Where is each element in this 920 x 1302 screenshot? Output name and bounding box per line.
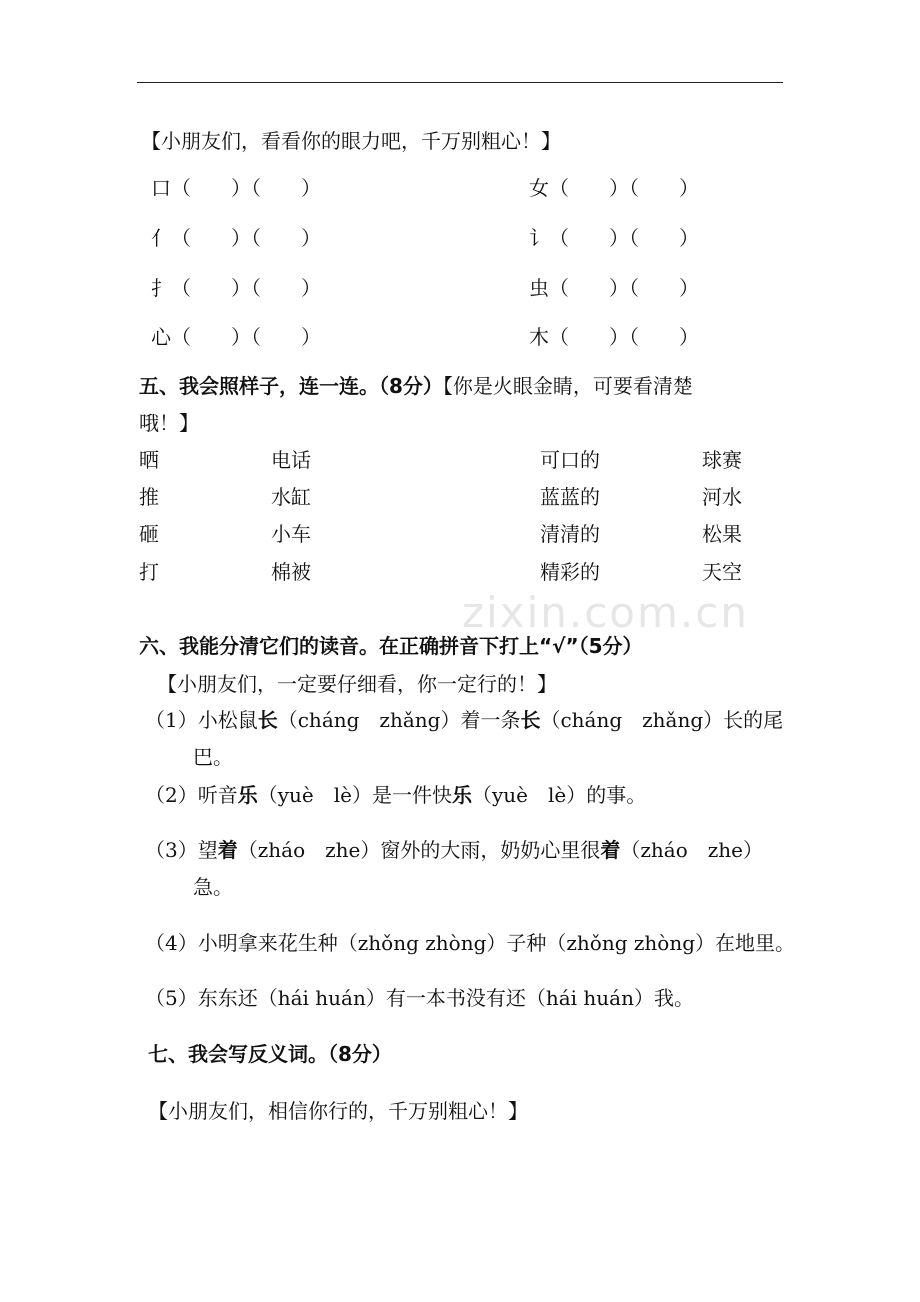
- radical-row-4-left: [151, 327, 321, 347]
- question-text: 望: [197, 838, 218, 862]
- radical: 讠: [529, 226, 549, 250]
- target-char: 乐: [451, 783, 472, 807]
- object-4: 天空: [702, 560, 742, 584]
- question-3: [145, 840, 763, 860]
- radical: 心: [151, 325, 171, 349]
- blank-pair: （ ）（ ）: [171, 176, 321, 200]
- blank-pair: （ ）（ ）: [549, 325, 699, 349]
- section4-hint: 【小朋友们，看看你的眼力吧，千万别粗心！】: [141, 129, 561, 153]
- question-2: [145, 785, 646, 805]
- question-number: （2）: [145, 783, 198, 807]
- adjective-3: 清清的: [540, 522, 600, 546]
- question-number: （1）: [145, 708, 198, 732]
- radical-row-2-right: [529, 228, 699, 248]
- question-text: 的事。: [586, 783, 647, 807]
- section6-title: 六、我能分清它们的读音。在正确拼音下打上“√”（5分）: [139, 634, 643, 658]
- section6-hint: 【小朋友们，一定要仔细看，你一定行的！】: [157, 672, 557, 696]
- pinyin-options[interactable]: （yuè lè）: [257, 783, 372, 807]
- verb-4: 打: [139, 560, 159, 584]
- question-1: [145, 710, 783, 730]
- adjective-4: 精彩的: [540, 560, 600, 584]
- verb-3: 砸: [139, 522, 159, 546]
- adjective-1: 可口的: [540, 448, 600, 472]
- blank-pair: （ ）（ ）: [171, 276, 321, 300]
- radical: 虫: [529, 276, 549, 300]
- target-char: 着: [600, 838, 621, 862]
- radical-row-4-right: [529, 327, 699, 347]
- question-number: （3）: [145, 838, 198, 862]
- noun-3: 小车: [271, 522, 311, 546]
- question-text: 小松鼠: [197, 708, 258, 732]
- blank-pair: （ ）（ ）: [549, 176, 699, 200]
- verb-1: 晒: [139, 448, 159, 472]
- header-rule: [137, 82, 783, 83]
- radical: 口: [151, 176, 171, 200]
- question-text[interactable]: 东东还（hái huán）有一本书没有还（hái huán）我。: [197, 986, 694, 1010]
- radical-row-1-left: [151, 178, 321, 198]
- question-text: 窗外的大雨，奶奶心里很: [380, 838, 601, 862]
- pinyin-options[interactable]: （yuè lè）: [471, 783, 587, 807]
- question-number: （5）: [145, 986, 198, 1010]
- adjective-2: 蓝蓝的: [540, 485, 600, 509]
- blank-pair: （ ）（ ）: [171, 226, 321, 250]
- question-number: （4）: [145, 931, 198, 955]
- radical-row-3-left: [151, 278, 321, 298]
- section5-title: 五、我会照样子，连一连。（8分）: [139, 374, 443, 398]
- noun-2: 水缸: [271, 485, 311, 509]
- noun-1: 电话: [271, 448, 311, 472]
- radical: 木: [529, 325, 549, 349]
- section5-hint-part2: 哦！】: [139, 411, 199, 435]
- blank-pair: （ ）（ ）: [549, 226, 699, 250]
- question-text: 听音: [197, 783, 238, 807]
- noun-4: 棉被: [271, 560, 311, 584]
- question-3-continuation: 急。: [193, 875, 233, 899]
- question-4: [145, 933, 795, 953]
- pinyin-options[interactable]: （cháng zhǎng）: [277, 708, 461, 732]
- target-char: 着: [217, 838, 238, 862]
- section5-hint-part1: 【你是火眼金睛，可要看清楚: [442, 374, 693, 398]
- radical-row-1-right: [529, 178, 699, 198]
- section7-hint: 【小朋友们，相信你行的，千万别粗心！】: [148, 1099, 528, 1123]
- target-char: 乐: [237, 783, 258, 807]
- radical: 女: [529, 176, 549, 200]
- section5-title-line: [139, 376, 693, 396]
- section7-title: 七、我会写反义词。（8分）: [148, 1042, 392, 1066]
- radical-row-3-right: [529, 278, 699, 298]
- question-1-continuation: 巴。: [193, 745, 233, 769]
- target-char: 长: [520, 708, 541, 732]
- radical-row-2-left: [151, 228, 321, 248]
- question-text: 着一条: [460, 708, 521, 732]
- pinyin-options[interactable]: （zháo zhe）: [237, 838, 381, 862]
- question-5: [145, 988, 694, 1008]
- pinyin-options[interactable]: （zháo zhe）: [620, 838, 764, 862]
- question-text: 是一件快: [371, 783, 452, 807]
- question-text[interactable]: 小明拿来花生种（zhǒng zhòng）子种（zhǒng zhòng）在地里。: [197, 931, 796, 955]
- object-1: 球赛: [702, 448, 742, 472]
- radical: 亻: [151, 226, 171, 250]
- radical: 扌: [151, 276, 171, 300]
- blank-pair: （ ）（ ）: [171, 325, 321, 349]
- object-2: 河水: [702, 485, 742, 509]
- blank-pair: （ ）（ ）: [549, 276, 699, 300]
- object-3: 松果: [702, 522, 742, 546]
- question-text: 长的尾: [723, 708, 784, 732]
- pinyin-options[interactable]: （cháng zhǎng）: [540, 708, 724, 732]
- verb-2: 推: [139, 485, 159, 509]
- watermark: zixin.com.cn: [462, 588, 749, 637]
- target-char: 长: [257, 708, 278, 732]
